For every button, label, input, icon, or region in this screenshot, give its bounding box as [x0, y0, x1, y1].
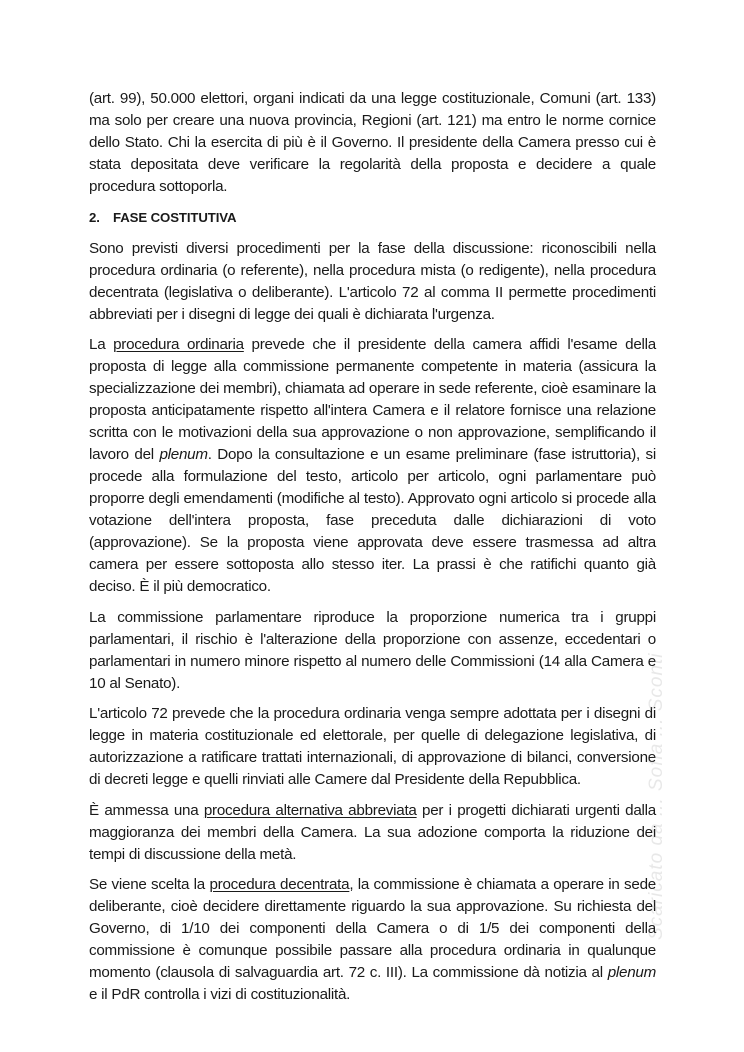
paragraph-text: per i progetti dichiarati urgenti dalla maggioranza dei membri della Camera. La sua adozione comporta la riduzione dei tempi di discussione della metà. [89, 801, 656, 863]
paragraph-text: . Dopo la consultazione e un esame preliminare (fase istruttoria), si procede alla formulazione del testo, articolo per articolo, ogni parlamentare può proporre degli emendamenti (modifiche al testo). Approvato ogni articolo si procede alla votazione dell'intera proposta, fase preceduta dalle dichiarazioni di voto (approvazione). Se la proposta viene approvata deve essere trasmessa ad altra camera per essere sottoposta allo stesso iter. La prassi è che ratifichi quanto già deciso. È il più democratico. [89, 446, 656, 595]
paragraph-procedura-decentrata [89, 874, 656, 1006]
paragraph-text: La [89, 336, 114, 353]
paragraph-text: È ammessa una [89, 801, 204, 819]
paragraph-commissione-proporzione [89, 607, 656, 695]
paragraph-text: La commissione parlamentare riproduce la proporzione numerica tra i gruppi parlamentari, il rischio è l'alterazione della proporzione con assenze, eccedentari o parlamentari in numero minore rispetto al numero delle Commissioni (14 alla Camera e 10 al Senato). [89, 608, 656, 692]
paragraph-procedimenti [89, 238, 656, 326]
watermark-text: Scaricato da ... Sofia ... Sconti [646, 652, 667, 940]
paragraph-text: (art. 99), 50.000 elettori, organi indicati da una legge costituzionale, Comuni (art. 133) ma solo per creare una nuova provincia, Regioni (art. 121) ma entro le norme cornice dello Stato. Chi la esercita di più è il Governo. Il presidente della Camera presso cui è stata depositata deve verificare la regolarità della proposta e decidere a quale procedura sottoporla. [89, 90, 656, 195]
underlined-term: procedura ordinaria [113, 336, 244, 353]
paragraph-procedura-ordinaria [89, 334, 656, 598]
document-page [89, 88, 656, 1015]
underlined-term: procedura alternativa abbreviata [203, 801, 417, 819]
section-number: 2. [89, 209, 100, 225]
italic-term: plenum [607, 964, 656, 981]
paragraph-intro-continuation [89, 88, 656, 198]
italic-term: plenum [159, 446, 208, 463]
paragraph-procedura-abbreviata [89, 800, 656, 866]
paragraph-text: prevede che il presidente della camera affidi l'esame della proposta di legge alla commissione permanente competente in materia (assicura la specializzazione dei membri), chiamata ad operare in sede referente, cioè esaminare la proposta anticipatamente rispetto all'intera Camera e il relatore fornisce una relazione scritta con le motivazioni della sua approvazione o non approvazione, semplificando il lavoro del [89, 336, 656, 463]
paragraph-text: Sono previsti diversi procedimenti per la fase della discussione: riconoscibili nella procedura ordinaria (o referente), nella procedura mista (o redigente), nella procedura decentrata (legislativa o deliberante). L'articolo 72 al comma II permette procedimenti abbreviati per i disegni di legge dei quali è dichiarata l'urgenza. [89, 239, 656, 323]
paragraph-text: Se viene scelta la [89, 876, 210, 893]
paragraph-text: e il PdR controlla i vizi di costituzionalità. [89, 986, 351, 1003]
paragraph-text: L'articolo 72 prevede che la procedura ordinaria venga sempre adottata per i disegni di legge in materia costituzionale ed elettorale, per quelle di delegazione legislativa, di autorizzazione a ratificare trattati internazionali, di approvazione di bilanci, conversione di decreti legge e quelli rinviati alle Camere dal Presidente della Repubblica. [89, 705, 656, 788]
paragraph-articolo-72 [89, 703, 656, 791]
section-heading [89, 207, 656, 229]
section-title: FASE COSTITUTIVA [113, 209, 237, 225]
underlined-term: procedura decentrata [209, 876, 350, 893]
paragraph-text: , la commissione è chiamata a operare in sede deliberante, cioè decidere direttamente riguardo la sua approvazione. Su richiesta del Governo, di 1/10 dei componenti della Camera o di 1/5 dei componenti della commissione è comunque possibile passare alla procedura ordinaria in qualunque momento (clausola di salvaguardia art. 72 c. III). La commissione dà notizia al [89, 876, 656, 981]
